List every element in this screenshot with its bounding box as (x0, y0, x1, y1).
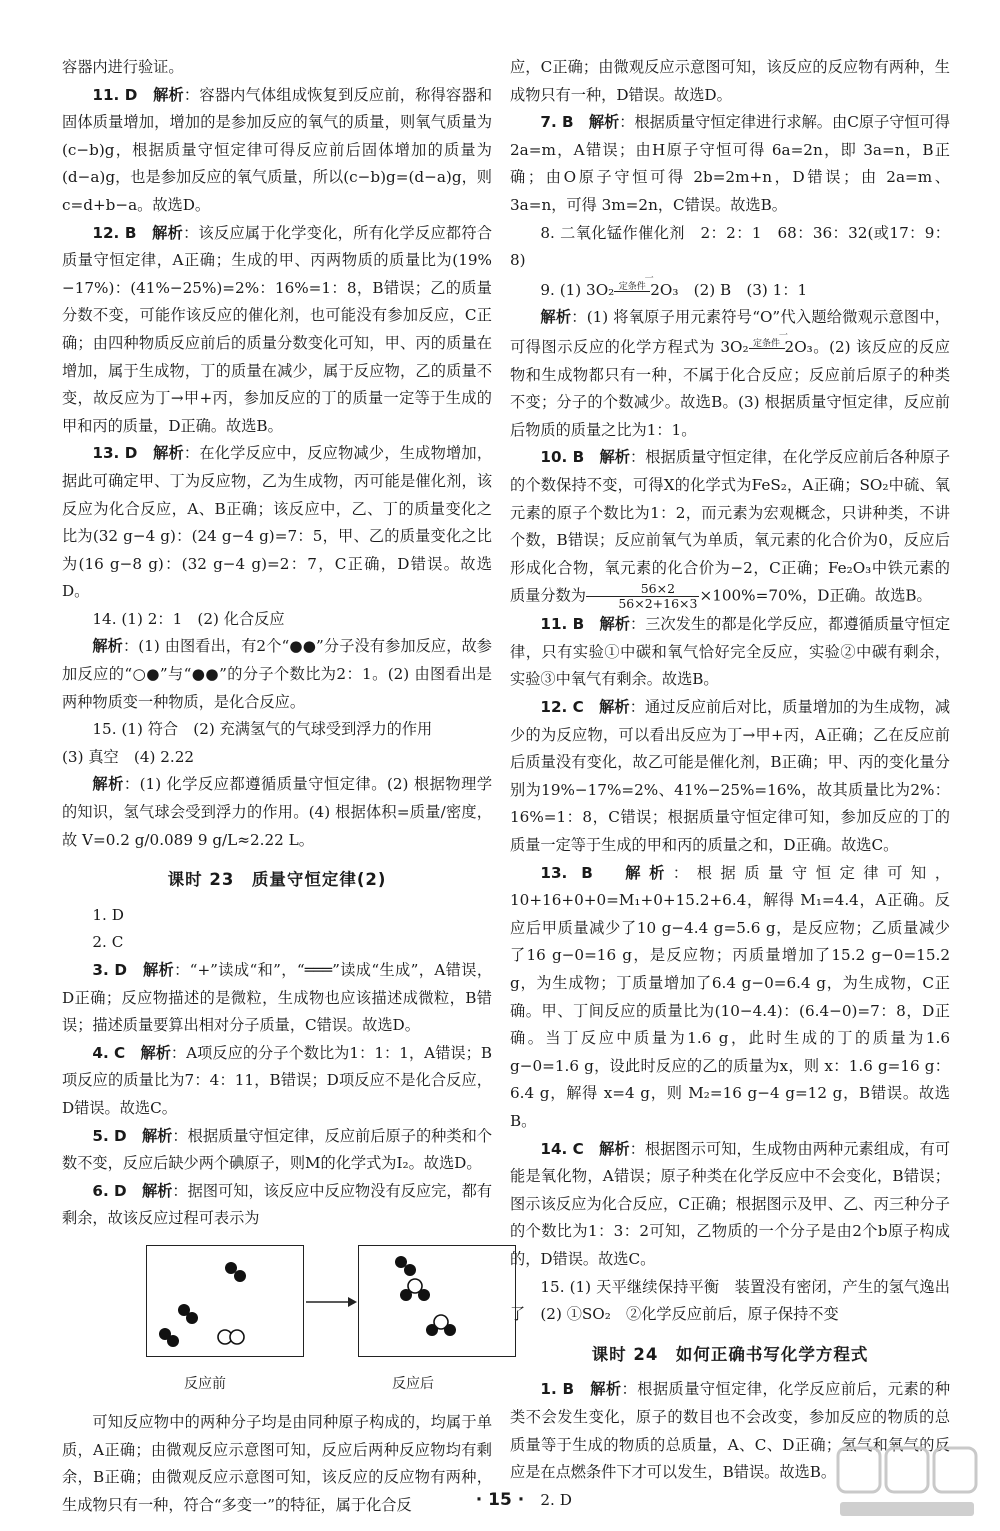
answer-1: 1. D (92, 905, 124, 924)
analysis-text: ：在化学反应中，反应物减少，生成物增加，据此可确定甲、丁为反应物，乙为生成物，丙可能是催化剂，该反应为化合反应，A、B正确；该反应中，乙、丁的质量变化之比为(32 g−4 g)：(24 g−4 g)=7：5，甲、乙的质量变化之比为(16 g−8 g)：(32 g−4 g)=2：7，C正确，D错误。故选D。 (62, 444, 493, 601)
analysis-text: ：A项反应的分子个数比为1：1：1，A错误；B项反应的质量比为7：4：11，B错误；D项反应不是化合反应，D错误。故选C。 (62, 1043, 492, 1117)
analysis-label: 解析 (599, 448, 630, 467)
analysis-label: 解析 (588, 113, 620, 132)
analysis-text: ：通过反应前后对比，质量增加的为生成物，减少的为反应物，可以看出反应为丁→甲+丙，A正确；乙在反应前后质量没有变化，故乙可能是催化剂，B正确；甲、丙的变化量分别为19%−17%=2%、41%−25%=16%，故其质量比为2%：16%=1：8，C错误；根据质量守恒定律可知，参加反应的丁的质量一定等于生成的甲和丙的质量之和，D正确。故选C。 (510, 698, 951, 855)
answer-11 (510, 611, 950, 694)
answer-number: 12. C (540, 698, 584, 717)
analysis-text: ：根据质量守恒定律，化学反应前后，元素的种类不会发生变化，原子的数目也不会改变，参加反应的物质的总质量等于生成的物质的总质量，A、C、D正确；氢气和氧气的反应是在点燃条件下才可以发生，B错误。故选B。 (510, 1380, 951, 1482)
paragraph: 应，C正确；由微观反应示意图可知，该反应的反应物有两种，生成物只有一种，D错误。故选D。 (510, 58, 950, 104)
analysis-label: 解析 (599, 1139, 630, 1158)
reaction-condition: 一定条件 (614, 275, 650, 292)
analysis-label: 解析 (141, 1181, 173, 1200)
analysis-text: ：“+”读成“和”，“═══”读成“生成”，A错误，D正确；反应物描述的是微粒，生成物也应该描述成微粒，B错误；描述质量要算出相对分子质量，C错误。故选D。 (62, 961, 493, 1035)
answer-number: 13. B (540, 863, 593, 882)
answer-number: 12. B (92, 223, 137, 242)
answer-8: 8. 二氧化锰作催化剂 2：2：1 68：36：32(或17：9：8) (510, 223, 950, 270)
answer-13 (510, 860, 950, 1136)
analysis-text: ：(1) 将氧原子用元素符号“O”代入题给微观示意图中，可得图示反应的化学方程式为 3O₂ (510, 308, 950, 356)
paragraph: 可知反应物中的两种分子均是由同种原子构成的，均属于单质，A正确；由微观反应示意图可知，反应后两种反应物均有剩余，B正确；由微观反应示意图可知，该反应的反应物有两种，生成物只有一种，符合“多变一”的特征，属于化合反 (62, 1412, 492, 1514)
answer-2: 2. D (540, 1490, 572, 1509)
answer-number: 5. D (92, 1126, 127, 1145)
analysis-text: ：(1) 化学反应都遵循质量守恒定律。(2) 根据物理学的知识，氢气球会受到浮力的作用。(4) 根据体积= (62, 775, 493, 822)
answer-6 (62, 1178, 492, 1233)
reaction-diagram (62, 1245, 492, 1392)
analysis-text: ×100%=70%，D正确。故选B。 (699, 586, 932, 605)
answer-number: 6. D (92, 1181, 127, 1200)
answer-14: 14. (1) 2：1 (2) 化合反应 (92, 609, 285, 628)
analysis-label: 解析 (625, 863, 673, 882)
page-number: · 15 · (475, 1490, 525, 1510)
right-column (510, 54, 950, 1514)
analysis-text: ：根据质量守恒定律进行求解。由C原子守恒可得 2a=m，A错误；由H原子守恒可得 6a=2n，即 3a=n，B正确；由O原子守恒可得 2b=2m+n，D错误；由 2a=m、3a=n，可得 3m=2n，C错误。故选B。 (510, 113, 951, 214)
analysis-label: 解析 (142, 961, 175, 979)
answer-14 (510, 1136, 950, 1274)
analysis-text: ：据图可知，该反应中反应物没有反应完，都有剩余，故该反应过程可表示为 (62, 1181, 493, 1228)
analysis-text: ：根据质量守恒定律，反应前后原子的种类和个数不变，反应后缺少两个碘原子，则M的化学式为I₂。故选D。 (62, 1126, 493, 1173)
fraction: $\frac{56\times 2}{56\times 2+16\times 3}$ (586, 582, 700, 611)
answer-number: 11. B (540, 615, 585, 634)
formula: 质量/密度，故 V=0.2 g/0.089 9 g/L≈2.22 L。 (62, 803, 492, 849)
analysis-label: 解析 (92, 775, 124, 794)
analysis-text: ：三次发生的都是化学反应，都遵循质量守恒定律，只有实验①中碳和氧气恰好完全反应，实验②中碳有剩余，实验③中氧气有剩余。故选B。 (510, 615, 951, 689)
lesson-heading-23: 课时 23 质量守恒定律(2) (167, 870, 387, 890)
caption-before: 反应前 (184, 1375, 226, 1392)
answer-15: 15. (1) 天平继续保持平衡 装置没有密闭，产生的氢气逸出了 (2) ①SO₂ ②化学反应前后，原子保持不变 (510, 1277, 950, 1324)
answer-5 (62, 1123, 492, 1178)
answer-number: 14. C (540, 1139, 584, 1158)
analysis-label: 解析 (140, 1043, 171, 1062)
analysis-label: 解析 (540, 308, 572, 327)
after-box (358, 1245, 516, 1357)
reaction-condition: 一定条件 (749, 332, 785, 349)
analysis-text: ：根据质量守恒定律可知，10+16+0+0=M₁+0+15.2+6.4，解得 M₁=4.4，A正确。反应后甲质量减少了10 g−4.4 g=5.6 g，是反应物；乙质量减少了16 g−0=16 g，是反应物；丙质量增加了15.2 g−0=15.2 g，为生成物；丁质量增加了6.4 g−0=6.4 g，为生成物，C正确。甲、丁间反应的质量比为(10−4.4)：(6.4−0)=7：8，D正确。当丁反应中质量为1.6 g，此时生成的丁的质量为1.6 g−0=1.6 g，设此时反应的乙的质量为x，则 x：1.6 g=16 g：6.4 g，解得 x=4 g，则 M₂=16 g−4 g=12 g，B错误。故选B。 (510, 863, 951, 1130)
answer-number: 11. D (92, 85, 138, 104)
analysis-label: 解析 (153, 444, 184, 463)
answer-number: 10. B (540, 448, 585, 467)
answer-11 (62, 82, 492, 220)
analysis-9 (510, 304, 950, 444)
answer-15: 15. (1) 符合 (2) 充满氢气的气球受到浮力的作用 (92, 720, 433, 739)
analysis-text: ：根据图示可知，生成物由两种元素组成，有可能是氧化物，A错误；原子种类在化学反应中不会变化，B错误；图示该反应为化合反应，C正确；根据图示及甲、乙、丙三种分子的个数比为1：3：2可知，乙物质的一个分子是由2个b原子构成的，D错误。故选C。 (510, 1139, 951, 1268)
analysis-15 (62, 771, 492, 854)
answer-number: 1. B (540, 1380, 575, 1399)
left-column (62, 54, 492, 1519)
answer-12 (510, 694, 950, 860)
analysis-text: ：根据质量守恒定律，在化学反应前后各种原子的个数保持不变，可得X的化学式为FeS₂，A正确；SO₂中硫、氧元素的原子个数比为1：2，而元素为宏观概念，只讲种类，不讲个数，B错误；反应前氧气为单质，氧元素的化合价为0，反应后形成化合物，氧元素的化合价为−2，C正确；Fe₂O₃中铁元素的质量分数为 (510, 448, 951, 605)
analysis-text: ：(1) 由图看出，有2个“●●”分子没有参加反应，故参加反应的“○●”与“●●”的分子个数比为2：1。(2) 由图看出是两种物质变一种物质，是化合反应。 (62, 637, 492, 711)
analysis-label: 解析 (599, 615, 630, 634)
before-box (146, 1245, 304, 1357)
analysis-text: ：容器内气体组成恢复到反应前，称得容器和固体质量增加，增加的是参加反应的氧气的质量，则氧气质量为(c−b)g，根据质量守恒定律可得反应前后固体增加的质量为(d−a)g，也是参加反应的氧气质量，所以(c−b)g=(d−a)g，则 c=d+b−a。故选D。 (62, 85, 493, 214)
answer-3 (62, 957, 492, 1040)
arrow-icon (304, 1295, 358, 1309)
answer-number: 7. B (540, 113, 574, 132)
analysis-label: 解析 (152, 223, 184, 242)
answer-number: 4. C (92, 1043, 126, 1062)
analysis-14 (62, 633, 492, 716)
answer-13 (62, 440, 492, 606)
answer-number: 3. D (92, 961, 128, 979)
answer-15-cont: (3) 真空 (4) 2.22 (62, 747, 195, 766)
analysis-label: 解析 (92, 637, 123, 656)
analysis-label: 解析 (141, 1126, 173, 1145)
answer-10 (510, 444, 950, 611)
answer-2: 2. C (92, 933, 124, 952)
answer-4 (62, 1040, 492, 1123)
analysis-text: ：该反应属于化学变化，所有化学反应都符合质量守恒定律，A正确；生成的甲、丙两物质的质量比为(19%−17%)：(41%−25%)=2%：16%=1：8，B错误；乙的质量分数不变，可能作该反应的催化剂，也可能没有参加反应，C正确；由四种物质反应前后的质量分数变化可知，甲、丙的质量在增加，属于生成物，丁的质量在减少，属于反应物，乙的质量不变，故反应为丁→甲+丙，参加反应的丁的质量一定等于生成的甲和丙的质量，D正确。故选B。 (62, 223, 493, 435)
paragraph: 容器内进行验证。 (62, 58, 184, 76)
answer-9: 9. (1) 3O₂ 一定条件 2O₃ (2) B (3) 1：1 (540, 273, 808, 299)
lesson-heading-24: 课时 24 如何正确书写化学方程式 (591, 1344, 869, 1364)
analysis-label: 解析 (153, 85, 184, 104)
analysis-label: 解析 (590, 1380, 622, 1399)
molecules-before-icon (147, 1246, 303, 1356)
answer-12 (62, 220, 492, 441)
answer-7 (510, 109, 950, 219)
analysis-text: 2O₃。(2) 该反应的反应物和生成物都只有一种，不属于化合反应；反应前后原子的种类不变；分子的个数减少。故选B。(3) 根据质量守恒定律，反应前后物质的质量之比为1：1。 (510, 337, 950, 439)
answer-number: 13. D (92, 444, 138, 463)
watermark-logo-icon (832, 1442, 982, 1522)
analysis-label: 解析 (599, 698, 630, 717)
caption-after: 反应后 (392, 1375, 434, 1392)
molecules-after-icon (359, 1246, 515, 1356)
